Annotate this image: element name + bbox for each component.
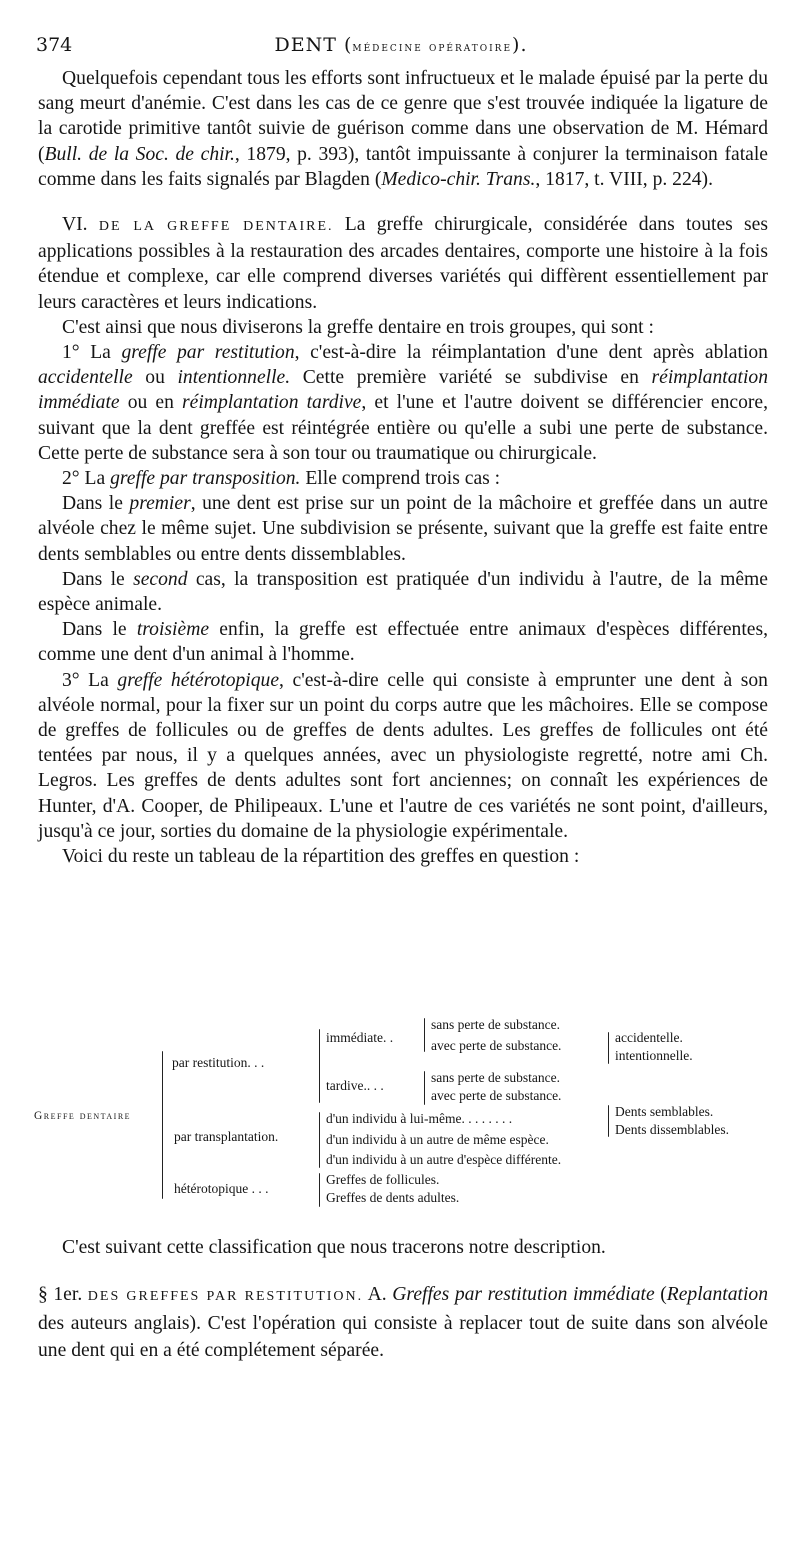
emphasis: accidentelle <box>38 367 133 389</box>
transplantation-brace <box>319 1112 320 1168</box>
citation: Medico-chir. Trans. <box>381 168 536 190</box>
tardive-brace <box>424 1071 425 1105</box>
greffes-follicules: Greffes de follicules. <box>326 1172 440 1187</box>
text-run: , c'est-à-dire la réimplantation d'une dent après ablation <box>294 342 768 364</box>
perte-brace <box>608 1032 609 1064</box>
text-run: , 1879, p. 393), tantôt impuissante à conjurer la terminaison fatale comme dans les faits signalés par Blagden ( <box>38 143 768 190</box>
immediate-avec-perte: avec perte de substance. <box>431 1038 562 1053</box>
restitution-brace <box>319 1029 320 1103</box>
transplantation-same-individual: d'un individu à lui-même. . . . . . . . <box>326 1111 513 1126</box>
section-heading: DE LA GREFFE DENTAIRE. <box>98 219 334 235</box>
item-number: 3° La <box>62 669 118 691</box>
tardive-avec-perte: avec perte de substance. <box>431 1088 562 1103</box>
paragraph-transposition <box>38 466 768 491</box>
text-run: A. <box>363 1284 393 1305</box>
intentionnelle-label: intentionnelle. <box>615 1048 693 1063</box>
dents-semblables: Dents semblables. <box>615 1104 714 1119</box>
text-run: ou <box>132 367 178 389</box>
section-number: § 1er. <box>38 1284 88 1305</box>
paragraph-table-intro: Voici du reste un tableau de la répartition des greffes en question : <box>62 846 580 868</box>
text-run: Dans le <box>62 493 130 515</box>
text-run: enfin, la greffe est effectuée entre animaux d'espèces différentes, comme une dent d'un animal à l'homme. <box>38 619 768 666</box>
emphasis: premier <box>129 493 191 515</box>
text-run: Quelquefois cependant tous les efforts sont infructueux et le malade épuisé par la perte du sang meurt d'anémie. C'est dans les cas de ce genre que s'est trouvée indiquée la ligature de la carotide primitive tantôt suivie de guérison comme dans une observation de M. Hémard ( <box>38 68 768 165</box>
text-run: Dans le <box>62 619 137 641</box>
text-run: Dans le <box>62 568 134 590</box>
tardive-sans-perte: sans perte de substance. <box>431 1070 560 1085</box>
dents-dissemblables: Dents dissemblables. <box>615 1122 729 1137</box>
running-head <box>36 34 766 56</box>
emphasis: intentionnelle. <box>177 367 291 389</box>
paragraph-groups: C'est ainsi que nous diviserons la greffe dentaire en trois groupes, qui sont : <box>62 316 654 338</box>
emphasis: second <box>133 568 188 590</box>
transplantation-same-species: d'un individu à un autre de même espèce. <box>326 1132 549 1147</box>
text-run: , c'est-à-dire celle qui consiste à emprunter une dent à son alvéole normal, pour la fixer sur un point du corps autre que les mâchoires. Elle se compose de greffes de follicules ou de greffes de dents adultes. Les greffes de follicules ont été tentées par nous, il y a quelques années, avec un physiologiste regretté, notre ami Ch. Legros. Les greffes de dents adultes sont fort anciennes; on connaît les expériences de Hunter, d'A. Cooper, de Philipeaux. L'une et l'autre de ces variétés ne sont point, d'ailleurs, jusqu'à ce jour, sorties du domaine de la physiologie expérimentale. <box>38 669 768 842</box>
paragraph-section-1 <box>38 1281 768 1364</box>
transplantation-other-species: d'un individu à un autre d'espèce différente. <box>326 1152 562 1167</box>
emphasis: greffe par transposition. <box>110 468 301 490</box>
greffes-dents-adultes: Greffes de dents adultes. <box>326 1190 460 1205</box>
text-run: ( <box>654 1284 667 1305</box>
text-run: Cette première variété se subdivise en <box>290 367 652 389</box>
heterotopique-label: hétérotopique . . . <box>174 1181 269 1196</box>
transplantation-label: par transplantation. <box>174 1129 279 1144</box>
paragraph-heterotopic <box>38 668 768 844</box>
body-text <box>38 66 768 869</box>
emphasis: Greffes par restitution immédiate <box>392 1284 655 1305</box>
emphasis: greffe hétérotopique <box>117 669 280 691</box>
emphasis: Replantation <box>666 1284 768 1305</box>
emphasis: réimplantation immédiate <box>38 367 769 414</box>
emphasis: greffe par restitution <box>121 342 295 364</box>
body-text-continued <box>38 1234 768 1364</box>
paragraph-case-third <box>38 617 768 667</box>
item-number: 2° La <box>62 468 111 490</box>
text-run: , 1817, t. VIII, p. 224). <box>535 168 713 190</box>
paragraph-case-second <box>38 567 768 617</box>
emphasis: réimplantation tardive <box>182 392 362 414</box>
dents-brace <box>608 1105 609 1137</box>
item-number: 1° La <box>62 342 122 364</box>
section-heading: DES GREFFES PAR RESTITUTION. <box>87 1289 364 1304</box>
emphasis: troisième <box>136 619 210 641</box>
running-head-main: DENT ( <box>274 34 353 56</box>
tardive-label: tardive.. . . <box>326 1078 384 1093</box>
text-run: ou en <box>119 392 183 414</box>
page-number: 374 <box>36 34 73 56</box>
text-run: des auteurs anglais). C'est l'opération qui consiste à replacer tout de suite dans son alvéole une dent qui en a été complétement séparée. <box>38 1313 768 1361</box>
citation: Bull. de la Soc. de chir. <box>44 143 235 165</box>
root-brace <box>162 1051 163 1199</box>
paragraph-anemia <box>38 66 768 192</box>
text-run: La greffe chirurgicale, considérée dans toutes ses applications possibles à la restauration des arcades dentaires, comporte une histoire à la fois étendue et complexe, car elle comprend diverses variétés qui diffèrent essentiellement par leurs caractères et leurs indications. <box>38 214 768 313</box>
text-run: , une dent est prise sur un point de la mâchoire et greffée dans un autre alvéole chez le même sujet. Une subdivision se présente, suivant que la greffe est faite entre dents semblables ou entre dents dissemblables. <box>38 493 768 565</box>
running-head-smallcaps: médecine opératoire <box>352 40 513 55</box>
running-head-end: ). <box>512 34 528 56</box>
immediate-sans-perte: sans perte de substance. <box>431 1017 560 1032</box>
paragraph-classification: C'est suivant cette classification que nous tracerons notre description. <box>62 1237 606 1258</box>
text-run: cas, la transposition est pratiquée d'un individu à l'autre, de la même espèce animale. <box>38 568 768 616</box>
text-run: Elle comprend trois cas : <box>300 468 501 490</box>
table-root-label: Greffe dentaire <box>34 1110 132 1122</box>
section-number: VI. <box>62 214 99 236</box>
heterotopique-brace <box>319 1173 320 1207</box>
paragraph-case-first <box>38 491 768 567</box>
restitution-label: par restitution. . . <box>172 1055 265 1070</box>
accidentelle-label: accidentelle. <box>615 1030 683 1045</box>
page-header <box>36 34 766 60</box>
immediate-label: immédiate. . <box>326 1030 394 1045</box>
text-run: , et l'une et l'autre doivent se différencier encore, suivant que la dent greffée est réintégrée entière ou qu'elle a subi une perte de substance. Cette perte de substance sera à son tour ou traumatique ou chirurgicale. <box>38 392 768 464</box>
classification-table <box>34 1015 774 1215</box>
paragraph-section-vi <box>38 212 768 315</box>
paragraph-restitution <box>38 340 768 466</box>
immediate-brace <box>424 1018 425 1052</box>
